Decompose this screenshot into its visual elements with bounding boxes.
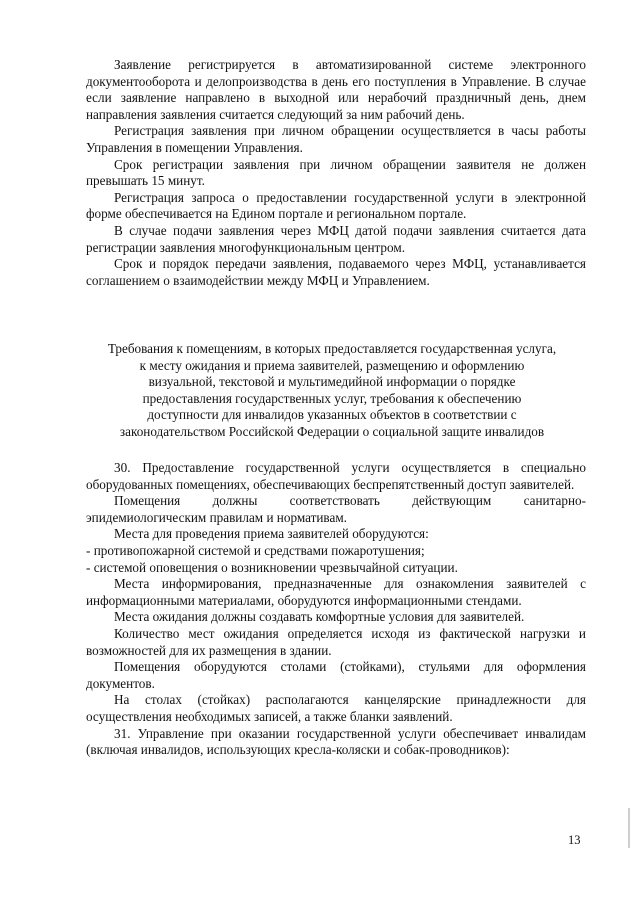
heading-line: доступности для инвалидов указанных объектов в соответствии с	[147, 407, 517, 423]
paragraph-premises-sanitary	[86, 493, 586, 510]
paragraph-info-places: Места информирования, предназначенные для ознакомления заявителей с информационными материалами, оборудуются информационными стендами.	[86, 576, 586, 608]
heading-line: к месту ожидания и приема заявителей, размещению и оформлению	[139, 357, 525, 373]
word: Помещения	[114, 493, 181, 509]
section-heading	[72, 341, 592, 441]
paragraph-registration-mfc-transfer: Срок и порядок передачи заявления, подаваемого через МФЦ, устанавливается соглашением о взаимодействии между МФЦ и Управлением.	[86, 256, 586, 288]
word: соответствовать	[289, 493, 380, 509]
scan-edge-mark	[628, 808, 630, 848]
paragraph-waiting-comfort: Места ожидания должны создавать комфортные условия для заявителей.	[114, 609, 525, 625]
premises-section	[86, 460, 586, 759]
word: санитарно-	[523, 493, 586, 509]
paragraph-registration-in-person: Регистрация заявления при личном обращении осуществляется в часы работы Управления в помещении Управления.	[86, 123, 586, 155]
paragraph-registration-time-limit: Срок регистрации заявления при личном обращении заявителя не должен превышать 15 минут.	[86, 156, 586, 189]
word: действующим	[412, 493, 492, 509]
paragraph-furniture: Помещения оборудуются столами (стойками), стульями для оформления документов.	[86, 659, 586, 691]
paragraph-registration-ads: Заявление регистрируется в автоматизированной системе электронного документооборота и делопроизводства в день его поступления в Управление. В случае если заявление направлено в выходной или нерабочий праздничный день, днем направления заявления считается следующий за ним рабочий день.	[86, 57, 586, 122]
list-item-fire-system: - противопожарной системой и средствами пожаротушения;	[86, 542, 425, 558]
heading-line: предоставления государственных услуг, требования к обеспечению	[142, 390, 522, 406]
paragraph-tables: На столах (стойках) располагаются канцелярские принадлежности для осуществления необходимых записей, а также бланки заявлений.	[86, 692, 586, 724]
paragraph-registration-electronic: Регистрация запроса о предоставлении государственной услуги в электронной форме обеспечивается на Едином портале и региональном портале.	[86, 189, 586, 222]
page-number: 13	[568, 833, 581, 847]
heading-line: Требования к помещениям, в которых предоставляется государственная услуга,	[107, 341, 557, 356]
paragraph-31: 31. Управление при оказании государственной услуги обеспечивает инвалидам (включая инвалидов, использующих кресла-коляски и собак-проводников):	[86, 725, 586, 758]
paragraph-registration-mfc-date: В случае подачи заявления через МФЦ датой подачи заявления считается дата регистрации заявления многофункциональным центром.	[86, 222, 586, 255]
paragraph-30: 30. Предоставление государственной услуги осуществляется в специально оборудованных помещениях, обеспечивающих беспрепятственный доступ заявителей.	[86, 460, 586, 492]
word: должны	[212, 493, 258, 509]
heading-line: визуальной, текстовой и мультимедийной информации о порядке	[148, 374, 516, 390]
paragraph-reception-places: Места для проведения приема заявителей оборудуются:	[114, 526, 429, 542]
heading-line: законодательством Российской Федерации о социальной защите инвалидов	[119, 423, 545, 439]
list-item-alert-system: - системой оповещения о возникновении чрезвычайной ситуации.	[86, 559, 458, 575]
paragraph-premises-sanitary-tail: эпидемиологическим правилам и нормативам.	[86, 509, 347, 525]
registration-section	[86, 57, 586, 289]
paragraph-waiting-count: Количество мест ожидания определяется исходя из фактической нагрузки и возможностей для их размещения в здании.	[86, 625, 586, 658]
